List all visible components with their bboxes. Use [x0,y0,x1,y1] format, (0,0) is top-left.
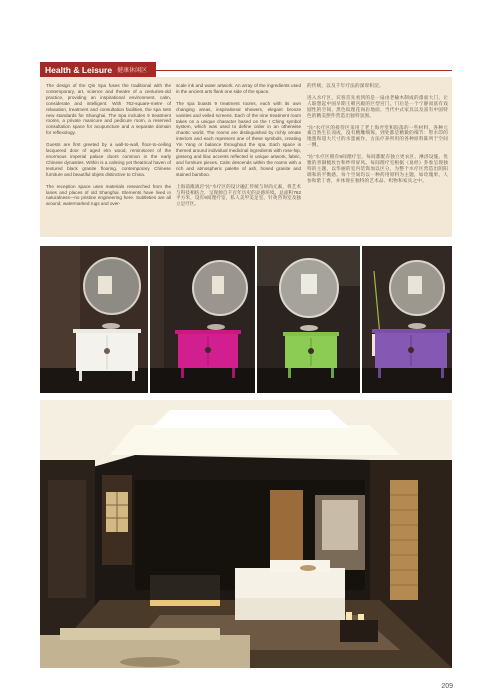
chinese-column [307,83,448,190]
treatment-room-photo [40,400,452,668]
chinese-paragraph: 进入水疗区，宾客首先看到的是一扇由老榆木制成的漆面大门，让人联想起中国早期王朝宫殿的巨型宫门。门后是一个宁静而富有戏剧性的空间，黑色纹理花岗岩地面、当代中式家具以及富有中国特色的精美摆件营造出独特氛围。 [307,94,448,118]
vanity-photo-purple [362,246,452,393]
vanity-photo-green [257,246,360,393]
vanity-photo-white [40,246,148,393]
vanity-photo-magenta [150,246,255,393]
section-subtitle: 健康休闲区 [117,68,148,74]
english-paragraph: The reception space uses materials researched from the lanes and places of old Shanghai. Elements have lived in naturalness—no pristine engineering here. Subtleties are all around; watermarked rugs and over- [46,183,171,207]
english-paragraph: scale ink and water artwork. An array of the ingredients used in the ancient arts flank one side of the space. [176,83,301,94]
chinese-paragraph: 的传统，以及千年疗法的深厚积淀。 [307,83,384,88]
english-paragraph: Guests are first greeted by a wall-to-wall, floor-to-ceiling lacquered door of aged elm wood, reminiscent of the enormous imperial palace doors common in the early Chinese dynasties. Within is a calming yet theatrical haven of textured black granite flooring, contemporary Chinese furniture and beautiful objets distinctive to China. [46,142,171,177]
english-column-2 [176,83,301,213]
chinese-paragraph: “沁”水疗区拥有9间理疗室，每间都配有独立更衣区、淋浴设施、优雅的青铜梳妆台和纱帘屏风。每间理疗室根据《易经》卦象呈现独特的主题，以华丽的室内装饰加以区分，为整个水疗区营造出阴阳调和的平衡感。每个空间均以一种药用原料为主题，如玫瑰果、人参和紫丁香，并体现在独特的艺术品、织物和家具之中。 [307,154,448,183]
english-column-1 [46,83,171,213]
section-title: Health & Leisure [45,64,113,75]
chinese-paragraph: 上海前滩酒店“沁”水疗区的设计融汇传统与时尚元素，将艺术与科技相结合，呈现源自千百年历史的灵感环境。总面积762平方米，设有9间理疗室、私人美甲美足室、针灸咨询室及独立足疗区。 [176,183,301,207]
page-number: 209 [441,683,453,690]
section-header [40,62,156,77]
chinese-paragraph: “沁”水疗区的接待区采用了老上海弄堂和院落的一些材料，各种元素自然生长而成，没有精雕细琢。到处都是精微的细节：带水印的地毯和超大尺寸的水墨画作，古法疗养所用的各种原料陈列于空间一侧。 [307,124,448,148]
header-rule [156,70,452,71]
english-paragraph: The spa boasts 9 treatment rooms, each with its own changing areas, inspirational showers, elegant bronze vanities and veiled screens. Each of the nine treatment room takes on a unique character based on the I Ching symbol system, which was used to define order in an otherwise chaotic world. The rooms are distinguished by richly ornate interiors and each represent one of these symbols, creating Yin Yang or balance throughout the spa. Each space is themed around individual medicinal ingredients with rose-hip, ginseng and lilac accents reflected in unique artwork, fabric, and furniture pieces. Calm descends within the rooms with a rich and atmospheric palette of ash, honed granite and stained bamboo. [176,100,301,177]
english-paragraph: The design of the Qin Spa fuses the traditional with the contemporary, art, science and theatre of a centuries-old practice, providing an inspirational environment, calm, considerate and intelligent. With 762-square-metre of relaxation, treatment and consultation facilities, the spa sets new standards for Shanghai. The Spa includes 9 treatment rooms, a private manicure and pedicure room, a reserved consultation space for acupuncture and a separate domain for reflexology. [46,83,171,136]
